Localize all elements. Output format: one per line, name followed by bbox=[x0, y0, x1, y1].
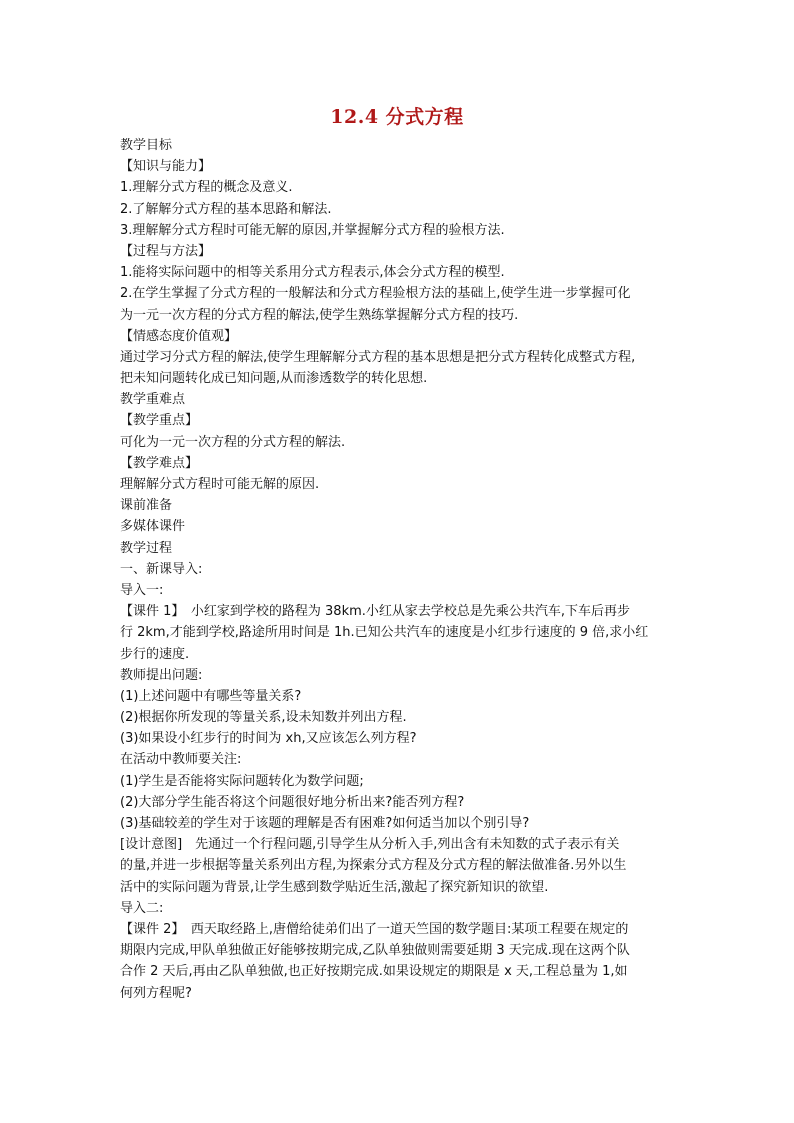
text-line: 把未知问题转化成已知问题,从而渗透数学的转化思想. bbox=[120, 371, 428, 387]
text-line: 理解解分式方程时可能无解的原因. bbox=[120, 477, 320, 492]
section-heading: 教学过程 bbox=[120, 540, 173, 556]
section-heading: 教学重难点 bbox=[120, 392, 186, 408]
text-line: 2.了解解分式方程的基本思路和解法. bbox=[120, 201, 332, 217]
text-line: (3)如果设小红步行的时间为 xh,又应该怎么列方程? bbox=[120, 731, 417, 747]
subsection-heading: 【教学难点】 bbox=[120, 455, 199, 471]
text-line: (1)学生是否能将实际问题转化为数学问题; bbox=[120, 773, 364, 789]
subsection-heading: 【过程与方法】 bbox=[120, 243, 212, 259]
text-line: 【课件 2】 西天取经路上,唐僧给徒弟们出了一道天竺国的数学题目:某项工程要在规定的 bbox=[120, 921, 629, 937]
text-line: 1.能将实际问题中的相等关系用分式方程表示,体会分式方程的模型. bbox=[120, 265, 505, 281]
text-line: 为一元一次方程的分式方程的解法,使学生熟练掌握解分式方程的技巧. bbox=[120, 307, 519, 323]
text-line: (3)基础较差的学生对于该题的理解是否有困难?如何适当加以个别引导? bbox=[120, 816, 530, 831]
text-line: 导入二: bbox=[120, 900, 164, 916]
text-line: 【课件 1】 小红家到学校的路程为 38km.小红从家去学校总是先乘公共汽车,下车后再步 bbox=[120, 604, 631, 620]
subsection-heading: 【知识与能力】 bbox=[120, 159, 212, 175]
section-heading: 课前准备 bbox=[120, 498, 173, 514]
text-line: 何列方程呢? bbox=[120, 985, 192, 1001]
text-line: 合作 2 天后,再由乙队单独做,也正好按期完成.如果设规定的期限是 x 天,工程总量为 1,如 bbox=[120, 964, 628, 980]
text-line: (1)上述问题中有哪些等量关系? bbox=[120, 688, 302, 704]
text-line: 通过学习分式方程的解法,使学生理解解分式方程的基本思想是把分式方程转化成整式方程, bbox=[120, 349, 636, 365]
text-line: 行 2km,才能到学校,路途所用时间是 1h.已知公共汽车的速度是小红步行速度的 9 倍,求小红 bbox=[120, 625, 649, 641]
section-heading: 教学目标 bbox=[120, 138, 173, 153]
text-line: 2.在学生掌握了分式方程的一般解法和分式方程验根方法的基础上,使学生进一步掌握可化 bbox=[120, 286, 631, 302]
text-line: 3.理解解分式方程时可能无解的原因,并掌握解分式方程的验根方法. bbox=[120, 222, 505, 238]
text-line: 一、新课导入: bbox=[120, 561, 203, 577]
text-line: 的量,并进一步根据等量关系列出方程,为探索分式方程及分式方程的解法做准备.另外以生 bbox=[120, 858, 627, 874]
subsection-heading: 【情感态度价值观】 bbox=[120, 328, 238, 344]
text-line: 步行的速度. bbox=[120, 646, 190, 662]
text-line: 在活动中教师要关注: bbox=[120, 752, 242, 768]
text-line: 教师提出问题: bbox=[120, 667, 203, 683]
text-line: 导入一: bbox=[120, 582, 164, 598]
text-line: 可化为一元一次方程的分式方程的解法. bbox=[120, 434, 346, 450]
text-line: 多媒体课件 bbox=[120, 519, 186, 535]
document-body bbox=[120, 135, 680, 1004]
text-line: 期限内完成,甲队单独做正好能够按期完成,乙队单独做则需要延期 3 天完成.现在这两个队 bbox=[120, 943, 630, 959]
text-line: (2)大部分学生能否将这个问题很好地分析出来?能否列方程? bbox=[120, 794, 465, 810]
text-line: (2)根据你所发现的等量关系,设未知数并列出方程. bbox=[120, 710, 407, 726]
text-line: [设计意图] 先通过一个行程问题,引导学生从分析入手,列出含有未知数的式子表示有关 bbox=[120, 837, 620, 853]
subsection-heading: 【教学重点】 bbox=[120, 413, 199, 429]
text-line: 1.理解分式方程的概念及意义. bbox=[120, 180, 293, 196]
page-title: 12.4 分式方程 bbox=[330, 106, 464, 128]
text-line: 活中的实际问题为背景,让学生感到数学贴近生活,激起了探究新知识的欲望. bbox=[120, 879, 549, 895]
